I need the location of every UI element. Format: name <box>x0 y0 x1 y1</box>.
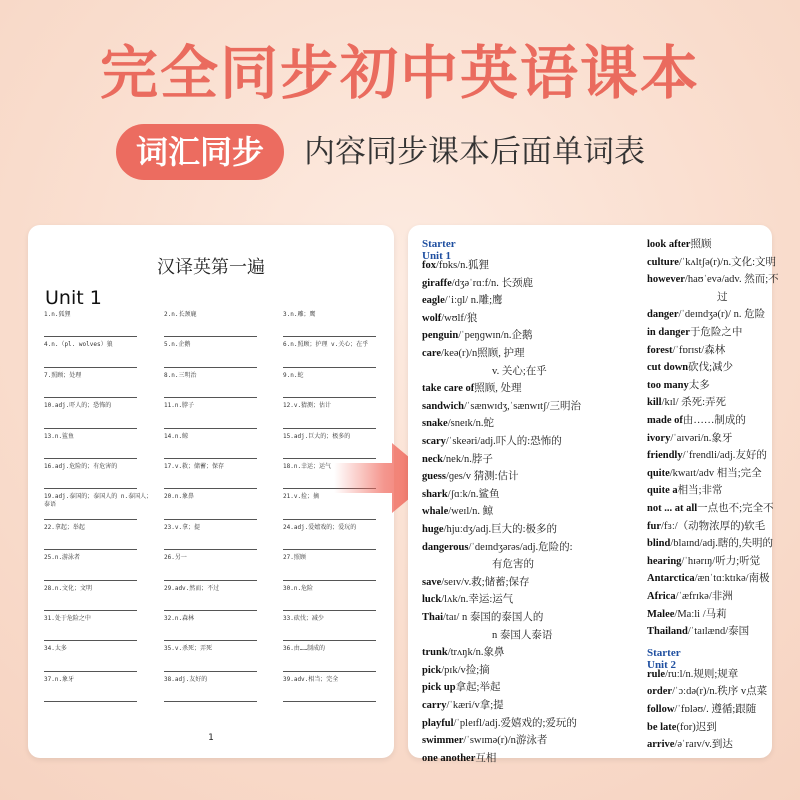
vocab-entry <box>647 570 770 585</box>
answer-line <box>44 671 137 672</box>
vocab-meaning: 互相 <box>475 752 497 764</box>
vocab-word: whale <box>422 506 449 518</box>
vocab-word: pick up <box>422 682 456 694</box>
vocab-entry <box>492 363 547 378</box>
vocab-meaning: 太多 <box>688 379 710 391</box>
answer-line <box>283 671 376 672</box>
tag-description: 内容同步课本后面单词表 <box>304 134 645 170</box>
answer-line <box>164 610 257 611</box>
vocab-meaning: 照顾, 处理 <box>474 383 522 395</box>
worksheet-item: 23.v.拿；提 <box>164 524 276 532</box>
vocab-word: scary <box>422 436 446 447</box>
vocab-word: eagle <box>422 295 445 307</box>
worksheet-item: 11.n.脖子 <box>164 402 276 410</box>
vocab-meaning: /ˈsænwɪdʒ,ˈsænwɪtʃ/三明治 <box>464 400 581 412</box>
vocab-entry <box>422 257 489 272</box>
vocab-word: fur <box>647 520 661 532</box>
worksheet-item: 36.由……制成的 <box>283 645 395 653</box>
vocab-entry <box>422 468 519 483</box>
vocab-entry <box>422 433 562 448</box>
worksheet-item: 39.adv.相当；完全 <box>283 676 395 684</box>
worksheet-item: 24.adj.爱嬉戏的；爱玩的 <box>283 524 395 532</box>
vocab-entry <box>647 588 733 603</box>
vocab-entry <box>422 451 493 466</box>
vocab-entry <box>647 342 725 357</box>
vocab-meaning: /trʌŋk/n.象鼻 <box>447 647 505 659</box>
vocab-entry <box>647 518 765 533</box>
vocab-word: fox <box>422 260 436 271</box>
vocab-word: giraffe <box>422 277 452 289</box>
vocab-entry <box>422 539 573 554</box>
vocab-meaning: /ˈswɪmə(r)/n游泳者 <box>463 735 548 747</box>
vocab-meaning: /Maːli /马莉 <box>674 608 727 620</box>
vocab-word: kill <box>647 397 662 409</box>
vocab-entry <box>422 486 500 501</box>
vocab-entry <box>422 327 533 342</box>
vocab-entry <box>422 380 522 395</box>
vocab-entry <box>647 254 776 269</box>
vocab-entry <box>492 556 534 571</box>
vocab-entry <box>647 394 726 409</box>
worksheet-item: 8.n.三明治 <box>164 372 276 380</box>
worksheet-item: 27.照顾 <box>283 554 395 562</box>
vocab-word: hearing <box>647 555 682 567</box>
answer-line <box>164 671 257 672</box>
worksheet-item: 20.n.象鼻 <box>164 493 276 501</box>
vocab-meaning: /ˈkʌltʃə(r)/n.文化:文明 <box>678 256 776 268</box>
answer-line <box>283 701 376 702</box>
vocab-meaning: /ˈkæri/v拿;提 <box>446 700 504 711</box>
vocab-word: guess <box>422 471 446 483</box>
vocab-meaning: /kɪl/ 杀死:弄死 <box>661 397 727 409</box>
vocab-entry <box>422 345 524 360</box>
vocab-word: however <box>647 274 685 286</box>
vocab-meaning: 照顾 <box>690 239 712 250</box>
vocab-word: culture <box>647 256 679 268</box>
worksheet-item: 25.n.游泳者 <box>44 554 156 562</box>
vocab-meaning: /wʊlf/狼 <box>441 312 478 324</box>
vocab-meaning: /ˈskeəri/adj.吓人的:恐怖的 <box>445 436 562 447</box>
vocab-entry <box>422 574 530 589</box>
vocab-word: order <box>647 686 673 698</box>
answer-line <box>164 580 257 581</box>
answer-line <box>164 640 257 641</box>
vocab-meaning: /ˈfɒrɪst/森林 <box>672 344 726 356</box>
vocab-meaning: /ɡes/v 猜测:估计 <box>445 471 519 483</box>
vocab-entry <box>422 750 496 765</box>
worksheet-item: 19.adj.泰国的；泰国人的 n.泰国人；泰语 <box>44 493 156 509</box>
vocab-meaning: /fɒks/n.狐狸 <box>436 260 490 271</box>
vocab-entry <box>422 644 505 659</box>
vocab-meaning: 相当;非常 <box>677 485 723 497</box>
answer-line <box>44 580 137 581</box>
vocab-word: one another <box>422 752 476 764</box>
worksheet-item: 9.n.蛇 <box>283 372 395 380</box>
vocab-meaning: 一点也不;完全不 <box>697 503 774 514</box>
vocab-meaning: 有危害的 <box>492 559 534 571</box>
vocab-meaning: /dʒəˈrɑːf/n. 长颈鹿 <box>451 277 534 289</box>
vocab-meaning: /ˈdeɪndʒə(r)/ n. 危险 <box>678 309 766 321</box>
answer-line <box>44 336 137 337</box>
worksheet-item: 28.n.文化；文明 <box>44 585 156 593</box>
vocab-meaning: v. 关心;在乎 <box>492 365 547 377</box>
vocab-meaning: n 泰国人泰语 <box>492 629 553 641</box>
vocab-meaning: /kwaɪt/adv 相当;完全 <box>669 467 762 479</box>
answer-line <box>44 519 137 520</box>
worksheet-item: 1.n.狐狸 <box>44 311 156 319</box>
worksheet-item: 31.处于危险之中 <box>44 615 156 623</box>
answer-line <box>44 488 137 489</box>
vocab-word: take care of <box>422 383 475 395</box>
vocab-entry <box>647 412 746 427</box>
worksheet-item: 29.adv.然而；不过 <box>164 585 276 593</box>
vocab-entry <box>492 627 552 642</box>
vocab-entry <box>422 275 533 290</box>
vocab-word: not ... at all <box>647 503 698 514</box>
vocab-word: pick <box>422 664 442 676</box>
vocab-word: be late <box>647 721 677 733</box>
vocab-entry <box>647 236 711 251</box>
vocab-entry <box>422 591 513 606</box>
worksheet-unit: Unit 1 <box>45 287 102 309</box>
unit-header: Starter Unit 1 <box>422 238 456 262</box>
answer-line <box>164 428 257 429</box>
worksheet-item: 21.v.捡；摘 <box>283 493 395 501</box>
answer-line <box>164 488 257 489</box>
vocab-meaning: /hjuːdʒ/adj.巨大的:极多的 <box>443 524 558 535</box>
vocab-word: made of <box>647 415 683 426</box>
vocab-entry <box>422 521 557 536</box>
vocab-word: Malee <box>647 608 675 620</box>
vocab-word: shark <box>422 488 448 500</box>
worksheet-item: 17.v.救；储蓄；保存 <box>164 463 276 471</box>
answer-line <box>44 610 137 611</box>
vocab-entry <box>422 310 477 325</box>
vocab-word: trunk <box>422 647 448 659</box>
vocab-meaning: 于危险之中 <box>689 327 743 338</box>
answer-line <box>164 336 257 337</box>
vocab-entry <box>422 503 493 518</box>
vocab-entry <box>422 697 504 712</box>
vocab-word: look after <box>647 239 691 250</box>
vocab-word: in danger <box>647 327 690 338</box>
vocab-entry <box>647 666 738 681</box>
vocab-meaning: 拿起;举起 <box>455 682 501 694</box>
answer-line <box>44 428 137 429</box>
vocab-entry <box>422 662 490 677</box>
vocab-meaning: /sneɪk/n.蛇 <box>447 418 495 430</box>
worksheet-item: 38.adj.友好的 <box>164 676 276 684</box>
vocab-word: neck <box>422 453 443 465</box>
vocab-meaning: /ˈpleɪfl/adj.爱嬉戏的;爱玩的 <box>453 717 577 729</box>
vocab-meaning: /ˈæfrɪkə/非洲 <box>675 591 733 602</box>
worksheet-item: 26.另一 <box>164 554 276 562</box>
answer-line <box>44 458 137 459</box>
answer-line <box>44 701 137 702</box>
vocab-word: cut down <box>647 362 689 374</box>
worksheet-item: 10.adj.吓人的；恐怖的 <box>44 402 156 410</box>
worksheet-item: 2.n.长颈鹿 <box>164 311 276 319</box>
vocab-entry <box>647 482 723 497</box>
vocab-meaning: /keə(r)/n照顾, 护理 <box>441 348 525 359</box>
vocab-meaning: /ˈiːɡl/ n.雕;鹰 <box>444 295 503 307</box>
worksheet-item: 32.n.森林 <box>164 615 276 623</box>
vocab-meaning: /pɪk/v捡;摘 <box>441 664 490 676</box>
answer-line <box>164 367 257 368</box>
vocab-word: care <box>422 348 442 359</box>
worksheet-item: 34.太多 <box>44 645 156 653</box>
vocab-word: Africa <box>647 591 676 602</box>
vocab-meaning: /ˈtaɪlænd/泰国 <box>687 626 750 638</box>
vocab-entry <box>647 465 762 480</box>
vocab-word: sandwich <box>422 400 465 412</box>
vocab-meaning: 过 <box>717 291 728 303</box>
vocab-entry <box>422 398 581 413</box>
worksheet-item: 35.v.杀死；弄死 <box>164 645 276 653</box>
vocab-entry <box>647 271 779 286</box>
vocab-entry <box>647 447 767 462</box>
vocab-entry <box>647 500 774 515</box>
vocab-word: friendly <box>647 450 683 462</box>
vocab-meaning: /ænˈtɑːktɪkə/南极 <box>694 573 770 585</box>
vocab-meaning: /weɪl/n. 鲸 <box>448 506 494 518</box>
vocab-entry <box>647 623 749 638</box>
vocab-meaning: /ˈfrendli/adj.友好的 <box>682 450 767 462</box>
answer-line <box>164 549 257 550</box>
vocab-meaning: /blaɪnd/adj.瞎的,失明的 <box>670 538 774 550</box>
worksheet-item: 16.adj.危险的；有危害的 <box>44 463 156 471</box>
vocab-meaning: /taɪ/ n 泰国的泰国人的 <box>443 612 544 623</box>
vocab-word: follow <box>647 704 675 715</box>
vocab-entry <box>647 719 717 734</box>
answer-line <box>164 397 257 398</box>
vocab-word: Antarctica <box>647 573 695 585</box>
worksheet-item: 37.n.象牙 <box>44 676 156 684</box>
vocab-meaning: 由……制成的 <box>682 415 746 426</box>
vocab-entry <box>422 732 547 747</box>
vocab-meaning: 砍伐;减少 <box>688 362 734 374</box>
vocab-meaning: /seɪv/v.救;储蓄;保存 <box>441 576 530 588</box>
answer-line <box>283 428 376 429</box>
answer-line <box>44 549 137 550</box>
vocab-meaning: /ˈaɪvəri/n.象牙 <box>670 432 733 444</box>
vocab-entry <box>647 553 760 568</box>
worksheet-item: 15.adj.巨大的；极多的 <box>283 433 395 441</box>
vocab-meaning: /ˈfɒləʊ/. 遵循;跟随 <box>674 704 757 715</box>
vocab-entry <box>647 701 756 716</box>
vocab-entry <box>647 535 773 550</box>
worksheet-item: 12.v.猜测；估计 <box>283 402 395 410</box>
vocab-word: Thailand <box>647 626 688 638</box>
answer-line <box>283 580 376 581</box>
vocab-word: snake <box>422 418 448 430</box>
answer-line <box>283 519 376 520</box>
answer-line <box>283 640 376 641</box>
worksheet-item: 4.n.（pl. wolves）狼 <box>44 341 156 349</box>
worksheet-item: 30.n.危险 <box>283 585 395 593</box>
vocab-word: ivory <box>647 432 671 444</box>
vocab-word: forest <box>647 344 673 356</box>
vocab-meaning: /lʌk/n.幸运:运气 <box>441 594 514 606</box>
vocab-entry <box>422 292 503 307</box>
vocab-meaning: /ʃɑːk/n.鲨鱼 <box>447 488 500 500</box>
answer-line <box>44 367 137 368</box>
vocab-word: too many <box>647 379 689 391</box>
vocab-meaning: /ˈhɪərɪŋ/听力;听觉 <box>681 555 761 567</box>
unit-header: Starter Unit 2 <box>647 646 681 671</box>
vocab-word: arrive <box>647 739 675 751</box>
vocab-word: carry <box>422 700 447 711</box>
vocab-entry <box>647 324 742 339</box>
vocab-meaning: /ruːl/n.规则;规章 <box>665 668 739 680</box>
page-title: 完全同步初中英语课本 <box>99 39 700 107</box>
vocab-entry <box>422 715 577 730</box>
vocab-word: swimmer <box>422 735 464 747</box>
answer-line <box>164 519 257 520</box>
vocab-word: penguin <box>422 330 459 342</box>
worksheet-item: 14.n.鲸 <box>164 433 276 441</box>
vocab-meaning: /əˈraɪv/v.到达 <box>674 739 733 751</box>
vocab-word: blind <box>647 538 671 550</box>
page-number: 1 <box>208 733 214 743</box>
vocab-word: playful <box>422 717 454 729</box>
worksheet-item: 18.n.幸运；运气 <box>283 463 395 471</box>
answer-line <box>283 367 376 368</box>
vocab-list-page <box>408 225 779 764</box>
vocab-word: wolf <box>422 312 442 324</box>
vocab-word: Thai <box>422 612 444 623</box>
vocab-word: huge <box>422 524 444 535</box>
worksheet-item: 6.n.照顾；护理 v.关心；在乎 <box>283 341 395 349</box>
answer-line <box>164 701 257 702</box>
answer-line <box>44 640 137 641</box>
vocab-entry <box>647 606 727 621</box>
vocab-meaning: /fɜː/（动物浓厚的)软毛 <box>661 520 766 532</box>
answer-line <box>164 458 257 459</box>
vocab-meaning: /haʊˈevə/adv. 然而;不 <box>684 274 779 286</box>
answer-line <box>44 397 137 398</box>
worksheet-item: 33.砍伐；减少 <box>283 615 395 623</box>
tag-pill: 词汇同步 <box>116 124 284 180</box>
vocab-entry <box>647 736 733 751</box>
vocab-meaning: /ˈdeɪndʒərəs/adj.危险的: <box>468 541 573 553</box>
vocab-meaning: (for)迟到 <box>676 721 717 733</box>
vocab-word: luck <box>422 594 442 606</box>
vocab-entry <box>647 683 767 698</box>
vocab-meaning: /ˈɔːdə(r)/n.秩序 v点菜 <box>672 686 768 698</box>
vocab-entry <box>422 609 543 624</box>
worksheet-item: 7.照顾；处理 <box>44 372 156 380</box>
vocab-entry <box>647 306 765 321</box>
vocab-word: danger <box>647 309 679 321</box>
answer-line <box>283 336 376 337</box>
worksheet-item: 5.n.企鹅 <box>164 341 276 349</box>
vocab-meaning: /nek/n.脖子 <box>443 453 493 465</box>
vocab-entry <box>422 679 500 694</box>
worksheet-item: 13.n.鲨鱼 <box>44 433 156 441</box>
worksheet-item: 3.n.雕；鹰 <box>283 311 395 319</box>
answer-line <box>283 397 376 398</box>
vocab-entry <box>647 359 733 374</box>
vocab-word: rule <box>647 668 666 680</box>
vocab-entry <box>717 289 728 304</box>
worksheet-title: 汉译英第一遍 <box>157 257 265 278</box>
vocab-entry <box>647 377 710 392</box>
vocab-entry <box>422 415 494 430</box>
vocab-word: dangerous <box>422 541 469 553</box>
answer-line <box>283 610 376 611</box>
answer-line <box>283 549 376 550</box>
vocab-entry <box>647 430 732 445</box>
vocab-word: quite <box>647 467 670 479</box>
worksheet-item: 22.拿起；举起 <box>44 524 156 532</box>
vocab-meaning: /ˈpeŋɡwɪn/n.企鹅 <box>458 330 533 342</box>
vocab-word: quite a <box>647 485 678 497</box>
vocab-word: save <box>422 576 442 588</box>
